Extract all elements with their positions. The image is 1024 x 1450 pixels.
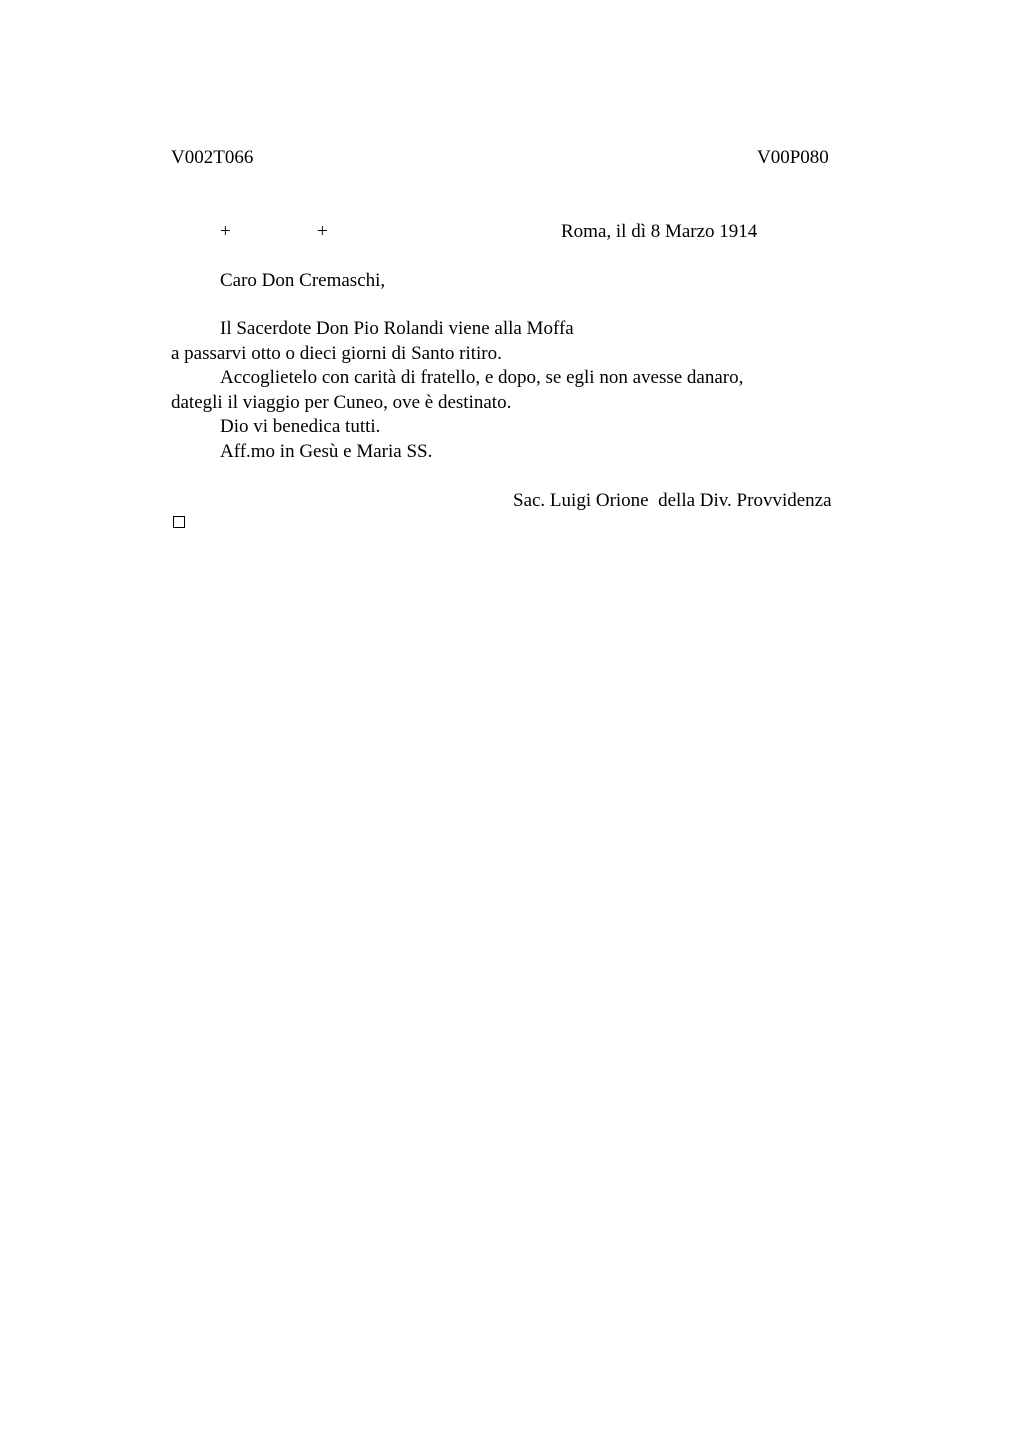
salutation: Caro Don Cremaschi, bbox=[220, 270, 386, 291]
body-line: Il Sacerdote Don Pio Rolandi viene alla Moffa bbox=[220, 318, 574, 339]
body-line: dategli il viaggio per Cuneo, ove è destinato. bbox=[171, 392, 512, 413]
document-code-right: V00P080 bbox=[757, 147, 829, 168]
document-code-left: V002T066 bbox=[171, 147, 254, 168]
place-date: Roma, il dì 8 Marzo 1914 bbox=[561, 221, 758, 242]
body-line: a passarvi otto o dieci giorni di Santo ritiro. bbox=[171, 343, 502, 364]
body-line: Aff.mo in Gesù e Maria SS. bbox=[220, 441, 433, 462]
empty-square-icon bbox=[173, 516, 185, 528]
cross-mark-right: + bbox=[317, 221, 328, 242]
cross-mark-left: + bbox=[220, 221, 231, 242]
body-line: Accoglietelo con carità di fratello, e dopo, se egli non avesse danaro, bbox=[220, 367, 744, 388]
signature: Sac. Luigi Orione della Div. Provvidenza bbox=[513, 490, 832, 511]
body-line: Dio vi benedica tutti. bbox=[220, 416, 381, 437]
